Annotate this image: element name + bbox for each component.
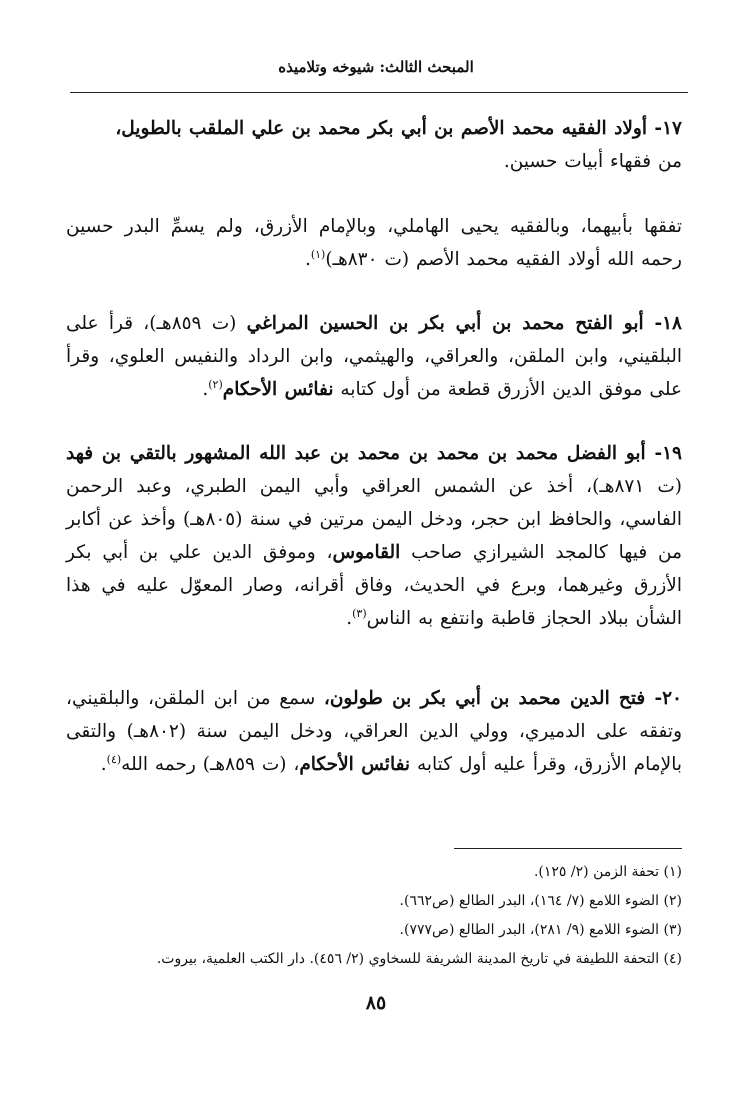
entry-19-heading: ١٩- أبو الفضل محمد بن محمد بن محمد بن عبد الله المشهور بالتقي بن فهد <box>66 443 682 464</box>
entry-17 <box>66 112 682 178</box>
entry-20-end: . <box>100 754 107 775</box>
entry-20-heading: ٢٠- فتح الدين محمد بن أبي بكر بن طولون، <box>323 688 682 709</box>
footnote-1: (١) تحفة الزمن (٢/ ١٢٥). <box>533 864 682 880</box>
entry-18-text: (ت ٨٥٩هـ)، قرأ على البلقيني، وابن الملقن، والعراقي، والهيثمي، وابن الرداد والنفيس العلوي، وقرأ على موفق الدين الأزرق قطعة من أول كتابه <box>66 313 682 400</box>
footnote-4: (٤) التحفة اللطيفة في تاريخ المدينة الشريفة للسخاوي (٢/ ٤٥٦). دار الكتب العلمية، بيروت. <box>156 951 682 967</box>
footnotes <box>66 858 682 974</box>
entry-17-paragraph <box>66 210 682 276</box>
entry-19-text-1: (ت ٨٧١هـ)، أخذ عن الشمس العراقي وأبي اليمن الطبري، وعبد الرحمن الفاسي، والحافظ ابن حجر، ودخل اليمن مرتين في سنة (٨٠٥هـ) وأخذ عن أكابر من فيها كالمجد الشيرازي صاحب <box>66 476 682 563</box>
entry-20-text-2: ، (ت ٨٥٩هـ) رحمه الله <box>121 754 300 775</box>
running-header: المبحث الثالث: شيوخه وتلاميذه <box>278 58 474 76</box>
entry-18-heading: ١٨- أبو الفتح محمد بن أبي بكر بن الحسين المراغي <box>246 313 682 334</box>
entry-18 <box>66 307 682 406</box>
footnote-3: (٣) الضوء اللامع (٩/ ٢٨١)، البدر الطالع (ص٧٧٧). <box>399 922 682 938</box>
entry-19-text-2: ، وموفق الدين علي بن أبي بكر الأزرق وغيرهما، وبرع في الحديث، وفاق أقرانه، وصار المعوّل عليه في هذا الشأن ببلاد الحجاز قاطبة وانتفع به الناس <box>66 542 682 629</box>
footnote-ref-1[interactable]: (١) <box>310 247 326 261</box>
entry-17-paragraph-end: . <box>304 249 311 270</box>
header-rule <box>70 92 688 93</box>
page-number: ٨٥ <box>365 992 387 1014</box>
footnote-ref-3[interactable]: (٣) <box>352 606 367 620</box>
footnote-ref-4[interactable]: (٤) <box>106 752 122 766</box>
footnote-ref-2[interactable]: (٢) <box>208 377 223 391</box>
entry-20-book-title: نفائس الأحكام <box>299 754 411 775</box>
entry-18-end: . <box>202 379 209 400</box>
entry-19-book-title: القاموس <box>332 542 401 563</box>
entry-17-heading: ١٧- أولاد الفقيه محمد الأصم بن أبي بكر محمد بن علي الملقب بالطويل، <box>115 118 682 139</box>
entry-17-paragraph-text: تفقها بأبيهما، وبالفقيه يحيى الهاملي، وبالإمام الأزرق، ولم يسمِّ البدر حسين رحمه الله أولاد الفقيه محمد الأصم (ت ٨٣٠هـ) <box>66 216 682 270</box>
entry-20-text: سمع من ابن الملقن، والبلقيني، وتفقه على الدميري، وولي الدين العراقي، ودخل اليمن سنة (٨٠٢هـ) والتقى بالإمام الأزرق، وقرأ عليه أول كتابه <box>66 688 682 775</box>
footnote-rule <box>454 848 682 849</box>
entry-19 <box>66 437 682 635</box>
entry-17-text: من فقهاء أبيات حسين. <box>503 151 682 172</box>
entry-20 <box>66 682 682 781</box>
entry-18-book-title: نفائس الأحكام <box>222 379 334 400</box>
entry-19-end: . <box>346 608 353 629</box>
footnote-2: (٢) الضوء اللامع (٧/ ١٦٤)، البدر الطالع (ص٦٦٢). <box>399 893 682 909</box>
